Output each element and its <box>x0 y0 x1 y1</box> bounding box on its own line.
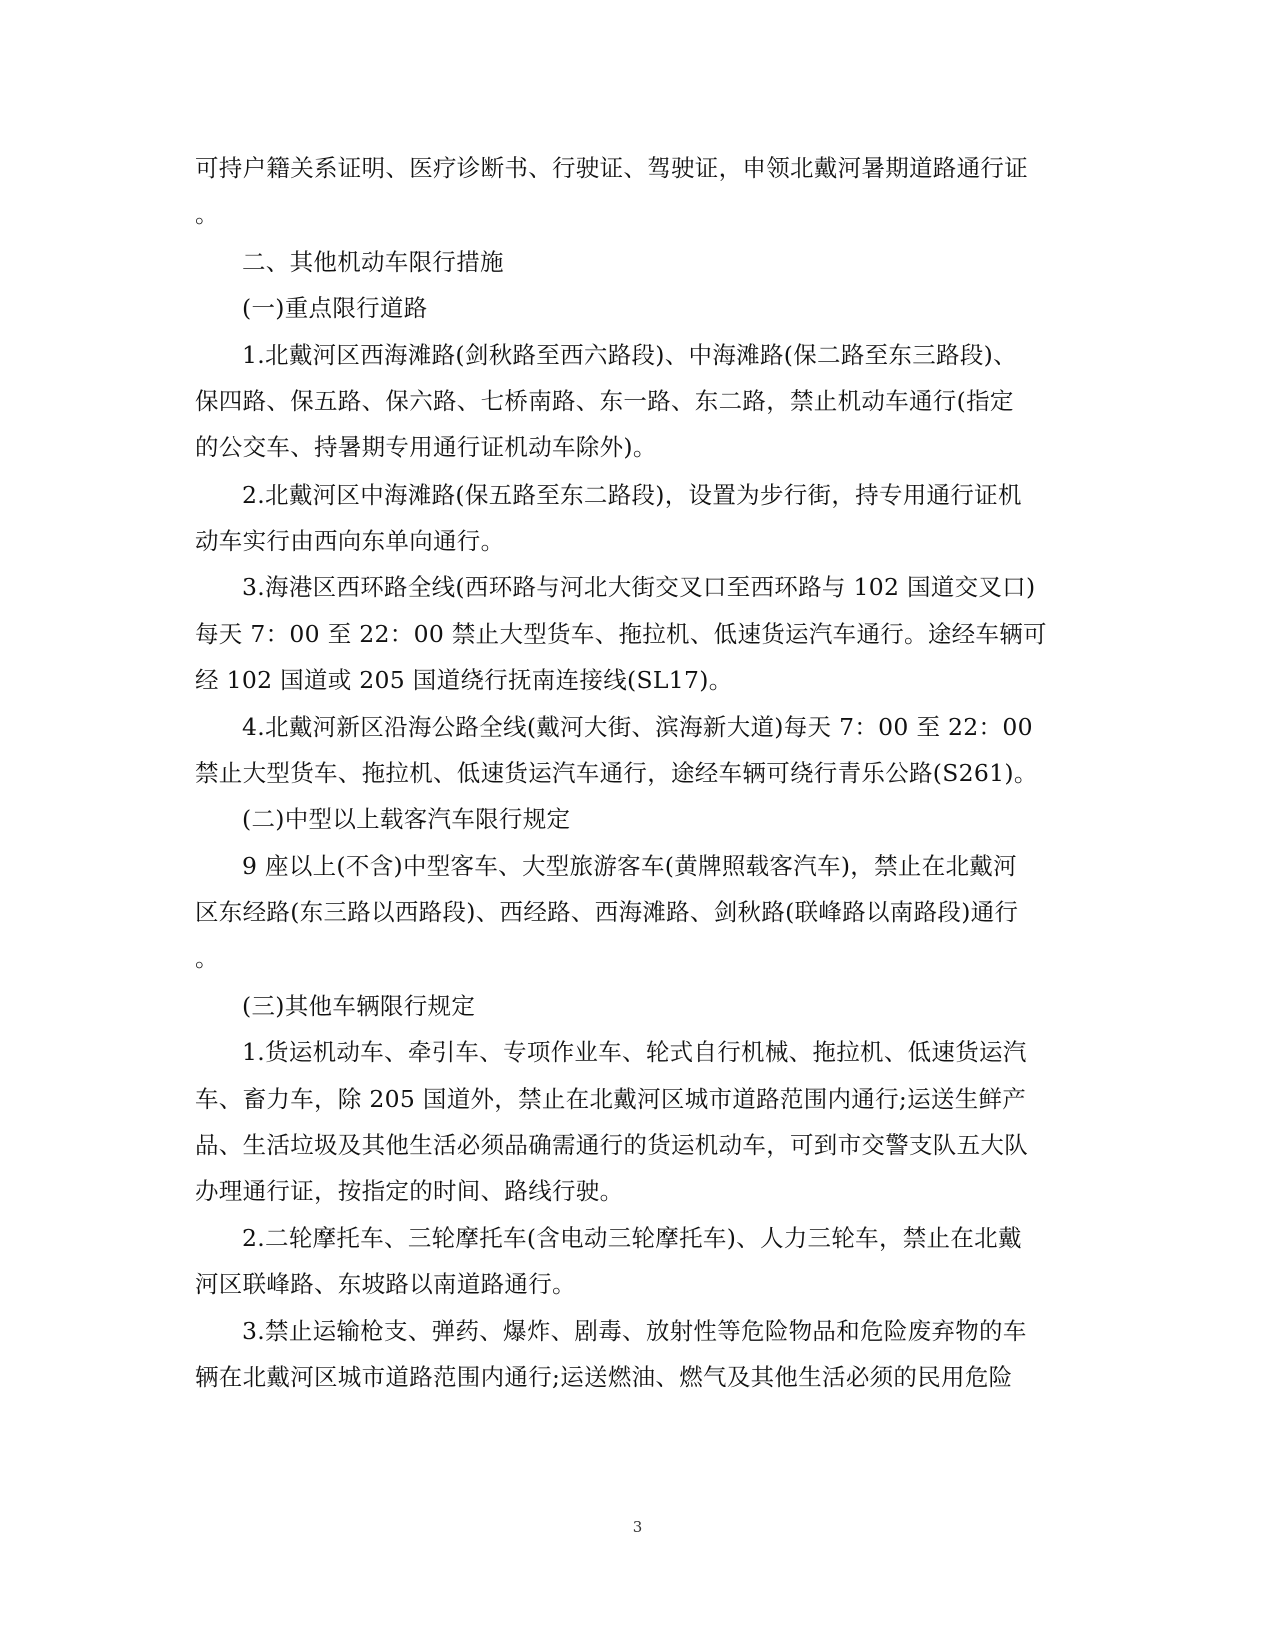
text-line: 的公交车、持暑期专用通行证机动车除外)。 <box>195 433 657 461</box>
text-line: 可持户籍关系证明、医疗诊断书、行驶证、驾驶证，申领北戴河暑期道路通行证 <box>195 154 1028 182</box>
subsection-heading: (一)重点限行道路 <box>242 294 428 322</box>
text-line: 2.北戴河区中海滩路(保五路至东二路段)，设置为步行街，持专用通行证机 <box>242 481 1022 509</box>
text-line: 辆在北戴河区城市道路范围内通行;运送燃油、燃气及其他生活必须的民用危险 <box>195 1363 1013 1391</box>
text-line: 。 <box>195 944 219 972</box>
text-line: 3.海港区西环路全线(西环路与河北大街交叉口至西环路与 102 国道交叉口) <box>242 573 1036 601</box>
text-line: 动车实行由西向东单向通行。 <box>195 527 505 555</box>
text-line: 办理通行证，按指定的时间、路线行驶。 <box>195 1177 624 1205</box>
text-line: 每天 7：00 至 22：00 禁止大型货车、拖拉机、低速货运汽车通行。途经车辆可 <box>195 620 1047 648</box>
text-line: 区东经路(东三路以西路段)、西经路、西海滩路、剑秋路(联峰路以南路段)通行 <box>195 898 1019 926</box>
text-line: 4.北戴河新区沿海公路全线(戴河大街、滨海新大道)每天 7：00 至 22：00 <box>242 713 1033 741</box>
text-line: 河区联峰路、东坡路以南道路通行。 <box>195 1270 576 1298</box>
subsection-heading: (三)其他车辆限行规定 <box>242 992 476 1020</box>
text-line: 9 座以上(不含)中型客车、大型旅游客车(黄牌照载客汽车)，禁止在北戴河 <box>242 852 1017 880</box>
subsection-heading: (二)中型以上载客汽车限行规定 <box>242 805 571 833</box>
text-line: 经 102 国道或 205 国道绕行抚南连接线(SL17)。 <box>195 666 733 694</box>
text-line: 禁止大型货车、拖拉机、低速货运汽车通行，途经车辆可绕行青乐公路(S261)。 <box>195 759 1038 787</box>
text-line: 1.北戴河区西海滩路(剑秋路至西六路段)、中海滩路(保二路至东三路段)、 <box>242 341 1017 369</box>
text-line: 。 <box>195 200 219 228</box>
text-line: 品、生活垃圾及其他生活必须品确需通行的货运机动车，可到市交警支队五大队 <box>195 1131 1028 1159</box>
section-heading: 二、其他机动车限行措施 <box>242 248 504 276</box>
text-line: 1.货运机动车、牵引车、专项作业车、轮式自行机械、拖拉机、低速货运汽 <box>242 1038 1027 1066</box>
text-line: 2.二轮摩托车、三轮摩托车(含电动三轮摩托车)、人力三轮车，禁止在北戴 <box>242 1224 1022 1252</box>
text-line: 保四路、保五路、保六路、七桥南路、东一路、东二路，禁止机动车通行(指定 <box>195 387 1014 415</box>
page-number: 3 <box>632 1518 643 1536</box>
text-line: 3.禁止运输枪支、弹药、爆炸、剧毒、放射性等危险物品和危险废弃物的车 <box>242 1317 1027 1345</box>
text-line: 车、畜力车，除 205 国道外，禁止在北戴河区城市道路范围内通行;运送生鲜产 <box>195 1085 1027 1113</box>
